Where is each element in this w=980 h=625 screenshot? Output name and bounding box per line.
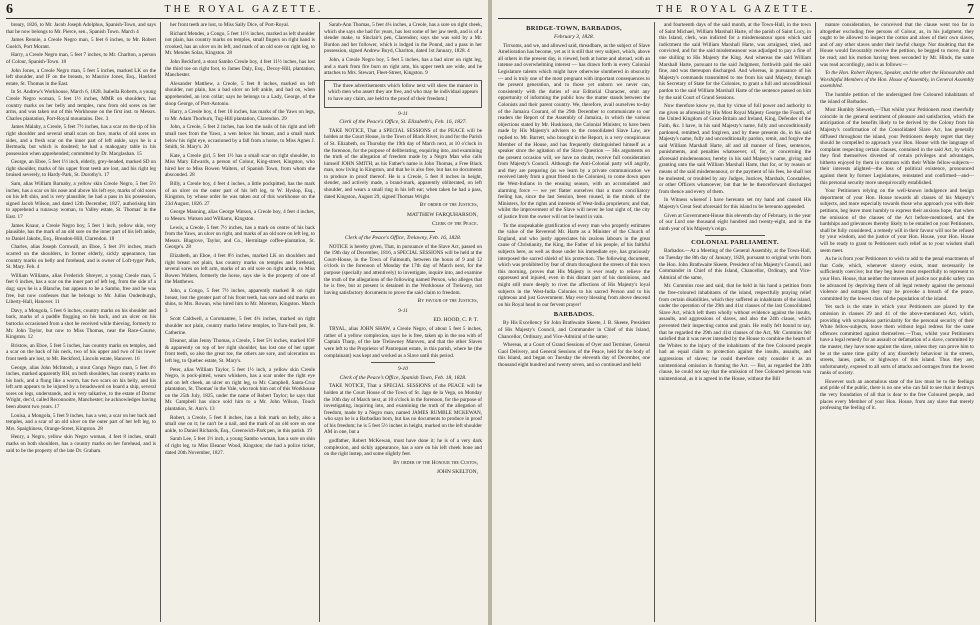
page-number: 6: [6, 2, 13, 17]
left-column-1: [6, 22, 156, 622]
paragraph: Barbados.—At a Meeting of the General Assembly, at the Town-Hall, on Tuesday the 8th day of January, 1828, pursuant to original writs from the Hon. John Brathwaite Skeete, President of his Majesty's Council, and Commander in Chief of this Island, Chancellor, Ordinary, and Vice-Admiral of the same,: [659, 248, 811, 281]
runaway-notice: James Malaby, a Creole, 5 feet 7½ inches, has a scar on the tip of his right shoulder and several small scars on face, marks of old sores on sides, and a fresh scar on the inner part of left ankle, says he is a Bermuda, but which is doubted; he had a mahogany table in his possession when apprehended; committed by Dr. Macglashan. 15: [6, 124, 156, 157]
paragraph: Tirrsoms, and we, and allowed said, threadbare, as the subject of Slave Amelioration has become, yet as it is still that very subject, which, above all others in the present day, is viewed, both at home and abroad, with an intense and overwhelming interest — has drawn forth in every Colonial Legislature talents which might have otherwise slumbered in obscurity — and is truly one of the most pregnant with important consequences to the present generation, and to those yet unborn we never can, consistently with the duties of our Editorial Character, omit any opportunity of informing the public how the matter stands between the Colonists and their parent country. We, therefore, avail ourselves to-day of the Jamaica Courant, of the 29th December to communicate to our readers the Report of the Assembly of Jamaica, in which the various objections stated by Mr. Huskisson, the Colonial Minister, to have been made by His Majesty's advisers to the consolidated Slave Law, are replied to. Mr. Barrett, who brought in the Report, is a very conspicuous Member of the House, and has frequently distinguished himself as a speaker since the agitation of the Slave Question — His arguments on the present occasion will, we have no doubt, receive full consideration from Majesty's Council. Although the Anti-Colonial party will angrily, and they are preparing (as we learn by a private communication we received lately from a great friend to the Colonies), to come down upon the West-Indians in the ensuing season, with an accumulated and alarming force — we yet flatter ourselves that a more conciliatory feeling has, since the last Session, been roused, in the minds of the Ministers, for the rights and interests of West-India proprietors; and that, whilst the improvement of the Slave will never be lost sight of, the city of justice from the owner will not be heard in vain.: [498, 42, 650, 221]
runaway-notice: Sam, alias William Barnaby, a yellow skin Creole Negro, 5 feet 5½ inches, has a scar on his nose and above his left eye, marks of old sores on his left shin, and is very plausible; he had a pass in his possession, signed Jacob Wilson, and dated 12th December, 1827, authorising him to apprehend a runaway woman, to Valley estate, St. Thomas' in the East. 17: [6, 181, 156, 221]
runaway-notice: Scott Caldwell, a Coromantee, 5 feet 4¼ inches, marked on right shoulder not plain, country marks below temples, to Turn-bull pen, St. Catherine.: [165, 316, 315, 336]
runaway-notice: George, an Eboe, 5 feet 1½ inch, elderly, grey-headed, marked SD on right shoulder, marks of his upper front teeth are lost, and his right leg bruised severely, to Hardy-Park, St. Dorothy's. 17: [6, 159, 156, 179]
paragraph: Most Humbly Sheweth,—That whilst your Petitioners most cheerfully coincide in the general sentiment of pleasure and satisfaction, which the anticipation of the benefits likely to be derived by the Colony from his Majesty's confirmation of the Consolidated Slave Act, has generally diffused throughout the island, your Petitioners deeply regret that they should be compelled to approach your Hon. House with the language of complaint respecting certain clauses, contained in the said Act, by which they find themselves divested of certain privileges and advantages, hitherto enjoyed by them in common with their White fellow-subjects—their interests alighted—the loss of political existence, pronounced against them by former Legislatures, reinstated and confirmed—and—this personal security more unequivocally established.: [820, 107, 974, 186]
runaway-notice: Robert, a Creole, 5 feet 8 inches, has a link mark on belly, also a small one on it; he can't be a nail, and the mark of an old sore on one ankle, to Daniel Richards, Esq., Greenwich-Park pen, in this parish. 19: [165, 414, 315, 434]
column-rule: [160, 22, 161, 622]
runaway-notice: John, a Creole Negro boy, 5 feet 5 inches, has a bad ulcer on right leg, and a mark from fire burn on right arm, his upper teeth are wide, and he attaches to Mrs. Stewart, Fleet-Street, Kingston. 9: [324, 56, 482, 77]
runaway-notice: breary, 1826, to Mr. Jacob Joseph Adolphus, Spanish-Town, and says that he now belongs to Mr. Pierce, sen., Spanish Town. March 4: [6, 22, 156, 35]
article-heading: BRIDGE-TOWN, BARBADOS,: [526, 25, 622, 32]
separator: [371, 231, 434, 232]
right-column-3: [820, 22, 974, 622]
running-head: THE ROYAL GAZETTE.: [656, 4, 816, 15]
runaway-notice: Louisa, a Mongola, 5 feet 9 inches, has a wen, a scar on her back and temples, and a scar of an old ulcer on the outer part of her left leg, to Mrs. Spaighiness, Orange-Street, Kingston. 28: [6, 412, 156, 432]
runaway-notice: Billy, a Creole boy, 4 feet 4 inches, a little pockpitted, has the mark of an ulcer on the outer part of his left leg, to W. Hyslop, Esq., Kingston, by whose order he was taken out of this workhouse on the 23d August, 1826. 27: [165, 181, 315, 207]
paragraph: In Witness whereof I have hereunto set my hand and caused His Majesty's Great Seal aforesaid for this island to be hereunto appended.: [659, 197, 811, 211]
runaway-notice: John Jones, a Creole Negro man, 5 feet 5 inches, marked LK on the left shoulder, and IF on the breasts, to Maurice Jones, Esq., Hanford estate, St. Thomas in the East.: [6, 67, 156, 87]
runaway-notice: John Beckford, a stout Sambo Creole boy, 4 feet 11½ inches, has lost the third toe on right foot, to James Daly, Esq., Decoy-Hill, plantation, Manchester.: [165, 58, 315, 79]
paragraph: As he is from your Petitioners to wish to add to the penal enactments of that Code, which, whenever slavery exists, must necessarily be sufficiently coercive; but they beg leave most respectfully to represent to your Hon. House, that neither the interests of justice nor public safety can be advanced by depriving them of all legal remedy against the personal violence and outrages they may be provoke a breach of the peace, committed by the lowest class of the population of the island.: [820, 256, 974, 302]
separator: [371, 362, 434, 363]
runaway-notice: Richard Mendes, a Congo, 5 feet 11½ inches, marked as left shoulder not plain, has country marks on temples, small fingers on right hand is crooked, has an ulcer on its left, and mark of an old sore on right leg, to Mr. Mendes Solas, Kingston. 28: [165, 30, 315, 57]
runaway-notice: Alexander Matthew, a Creole, 5 feet 8 inches, marked on left shoulder, not plain, has a bad ulcer on left ankle, and had on, when apprehended, an iron collar; says he belongs to a Lady, George, of the sloop George, of Port-Antonio.: [165, 80, 315, 107]
dateline: February 3, 1828.: [553, 34, 595, 40]
runaway-notice: Eleanor, alias Jenny Thomas, a Creole, 5 feet 5½ inches, marked IOF & apparently on top of her right shoulder, has lost one of her upper front teeth, so also the great toe, the others are sore, and ulceration on left leg, to Quebec estate, St. Mary's.: [165, 338, 315, 364]
column-rule: [654, 22, 655, 622]
runaway-notice: George Manning, alias George Watson, a Creole boy, 4 feet 4 inches, to Messrs. Watson and Williams, Kingston.: [165, 209, 315, 223]
notice-st-elizabeth: 9-11 Clerk of the Peace's Office, St. Elizabeth's, Feb. 16, 1827. TAKE NOTICE, That a SPECIAL SESSIONS of the PEACE will be holden at the Court House, in the Town of Black River, in and for the Parish of St. Elizabeth, on Thursday the 19th day of March next, at 10 o'clock in the forenoon, for the purpose of deliberating, enquiring into, and examining the truth of the allegation of freedom made by a Negro Man who calls himself JOHN SMITH, as his Father's name is John Thomas, a Free Black man, now living in Kingston, and that he is also free, but has no documents to produce in proof thereof. He is a Creole, 5 feet 8 inches in height, slender, and actively made, a brand-mark, apparently obliterated, on left shoulder, and wears a small ring in his left ear; when taken he had a pass, dated Kingston, August 29, signed Thomas Wright. By order of the Justices, MATTHEW FARQUHARSON, Clerk of the Peace.: [324, 110, 482, 228]
runaway-notice: In St. Andrew's Workhouse, March 6, 1828. Isabella Roberts, a young Creole Negro woman, 5 feet 1½ inches, MMR on shoulders, has country marks on her belly and temples, runs from old sores on her arms, and was taken out of this Workhouse on the first inst. to Messrs. Charles plantation, Port-Royal mountains. Dec. 3: [6, 89, 156, 122]
paragraph: Now therefore know ye, that by virtue of full power and authority to me given as aforesaid by His Most Royal Majesty George the Fourth, of the United Kingdom of Great-Britain and Ireland, King, Defender of the Faith, &c. I have, in his said Majesty's name, fully and unconditionally pardoned, remitted, and forgiven, and by these presents do, in his said Majesty's name, fully and unconditionally pardon, remit, and forgive the said William Marshall Harte, all and all manner of fines, sentences, punishments, and penalties whatsoever, of, for, or concerning the aforesaid misdemeanour, hereby in his said Majesty's name, giving and granting unto the said William Marshall Harte, that for, or by reason or means of the said misdemeanour, or the payment of his fees, he shall not be molested, or troubled by any Judges, Justices, Marshals, Constables, or other Officers whatsoever, but that he be thenceforward discharged from thence and every of them.: [659, 103, 811, 195]
left-column-2: [165, 22, 315, 622]
runaway-notice: Bristow, an Eboe, 5 feet 5 inches, has country marks on temples, and a scar on the back of his neck, two of his upper and two of his lower front teeth are lost, to Mr. Beckford, Lincoln estate, Hanover. 16: [6, 342, 156, 362]
runaway-notice: George, alias John McIntosh, a stout Congo Negro man, 5 feet 4½ inches, marked apparently RH, on both shoulders, has country marks on his back, and a flung like a worm, has two scars on his belly, and his left arm appears to be injured by a broadsword on board a ship, several sores on legs, understands, and is very talkative, to the estate of Doctor Wright, dec'd, called Reconnoitre, Manchester; he acknowledges having been absent two years. 17: [6, 364, 156, 411]
runaway-notice: James Rennie, a Creole Negro man, 5 feet 6 inches, to Mr. Robert Guelch, Port Morant.: [6, 37, 156, 50]
runaway-notice: Davy, a Mongola, 5 feet 6 inches, country marks on his shoulder and back, marks of a paddle flogging on his back, and an ulcer on his buttocks occasioned from a shot he received while thieving, formerly to Mr. John Taylor, but now to Miss Thomas, near the Race-Course, Kingston. 12: [6, 307, 156, 341]
editorial-note: The three advertisements which follow next will shew the manner in which men who assert they are free, and who may be individual appears to have any claim, are held to the proof of their freedom.]: [324, 80, 482, 108]
runaway-notice: Sarah-Ann Thomas, 5 feet 4¼ inches, a Creole, has a sore on right cheek, which she says she had for years, has lost some of her jaw teeth, and is of a slender make, to Sinclair's pen, Clarendon; says she was sold by a Mr. Burdon and her follower, which is lodged in the Pound, and a pass in her possession, signed Andrew Boyd, Chariton, dated 1st January, 1828. 4: [324, 22, 482, 55]
runaway-notice: Kate, a Creole girl, 5 feet 1½ has a small scar on right shoulder, to Miss Mary Edwards, a person of Colour, King-street, Kingston, who hired her to Miss Bowen Walters, of Spanish Town, from whom she absconded. 28: [165, 152, 315, 179]
column-rule: [319, 22, 320, 622]
right-page: [492, 0, 980, 625]
page-number: 7: [967, 2, 974, 17]
runaway-notice: Charles, alias Joseph Cornwall, an Eboe, 5 feet 3½ inches, much scarred on the shoulders, in former elderly, sickly appearance, has country marks on belly and forehead, and is owner of Loft-tyger Park, St. Mary. Feb. 4: [6, 244, 156, 271]
paragraph: Your Petitioners relying on the well-known indulgence and benign deportment of your Hon. House towards all classes of his Majesty's subjects, and more especially towards those who approach you with their petitions, beg leave most humbly to express their anxious hope, that when the omission of the clauses of the Act before-mentioned, and the hardships and grievances thereby likely to be entailed on your Petitioners, shall be fully considered, a remedy will in their favour will not be refused by your wisdom, and the justice of your Hon. House, your Hon. House will be ready to grant to Petitioners such relief as to your wisdom shall seem meet.: [820, 188, 974, 254]
paragraph: and fourteenth days of the said month, at the Town-Hall, in the town of Saint Michael, William Marshall Harte, of the parish of Saint Lucy, in this Island, clerk, was indicted for a misdemeanour upon which said indictment the said William Marshall Harte, was arraigned, tried, and convicted, and for the said misdemeanour was adjudged to pay a fine of one shilling to His Majesty the King. And whereas the said William Marshall Harte, pursuant to the said Judgment, forthwith paid the said fine, and was thereupon discharged. And whereas, in pursuance of his Majesty's commands transmitted to me from his said Majesty, through his Secretary of State for the Colonies, to grant a full and unconditional pardon to the said William Marshall Harte of the sentence passed on him by the said Court of Grand Sessions.: [659, 22, 811, 101]
runaway-notice: Peter, alias William Taylor, 5 feet 1½ inch, a yellow skin Creole Negro, is pock-pitted, wears whiskers, has a scar under the right eye and on left cheek, an ulcer on right leg, to Mr. Campbell, Santa-Cruz plantation, St. Thomas' in the Vale, who took him out of this Workhouse on the 25th July, 1825, under the name of Robert Taylor; he says that Mr. Campbell has since sold him to a Mr. John Wilson, Touch plantation, St. Ann's. 13: [165, 366, 315, 413]
runaway-notice: Elizabeth, an Eboe, 4 feet 8½ inches, marked LK on shoulders and right breast not plain, has country marks on temples and forehead, several sores on left arm, marks of an old sore on right ankle, to Miss Bowen Walters, formerly the horse, says she is the property of one of the Matthews.: [165, 253, 315, 286]
runaway-notice: James Knaur, a Creole Negro boy, 5 feet 1 inch, yellow skin, very plausible, has the mark of an old sore on the inner part of his left ankle, to Daniel Jakobs, Esq., Breadon-Hill, Clarendon. 18: [6, 222, 156, 242]
paragraph: Yet such is the state in which your Petitioners are placed by the omission in clauses 29 and 41 of the above-mentioned Act, which, providing with scrupulous particularity for the personal security of their White fellow-subjects, leave them without legal redress for the same offences committed against themselves.—Thus, whilst your Petitioners have a legal remedy for an assault or defamation of a slave, committed by the master, they have none against the slave, unless they can prove him to be at the same time guilty of any disorderly behaviour in the streets, streets, lanes, paths, or highways of this island. Thus they are, unfortunately, exposed to all sorts of attacks and outrages from the lowest ranks of society.: [820, 304, 974, 377]
runaway-notice: John, a Creole, 5 feet 2 inches, has lost the nails of his right and left small toes from the Yaws, a wen below his breast, and a small mark below his right eye, occasioned by a fall from a horse, to Miss Agnes J. Smith, St. Mary's. 20: [165, 124, 315, 151]
left-column-3: [324, 22, 482, 622]
runaway-notice: William Williams, alias Frederick Shreyer, a young Creole man, 5 feet 6 inches, has a scar on the inner part of left leg, from the side of a dog; says he is a Blanche, but appears to be a Sambo, free and he was free, but now confesses that he belongs to Mr. Julius Oudenburgh, Liberty-Hall, Hanover. 11: [6, 272, 156, 306]
article-heading: COLONIAL PARLIAMENT.: [691, 239, 779, 247]
separator: [705, 235, 766, 236]
runaway-notice: Lewis, a Creole, 5 feet 7½ inches, has a mark on centre of his back from the Yaws, an ulcer on right, and marks of an old sore on left leg, to Messrs. Blagrove, Taylor, and Co., Hermitage coffee-plantation, St. George's. 28: [165, 224, 315, 251]
paragraph: However such an anomalous state of the law must be to the feelings and pride of the public, there is no one who can fail to see that it destroys the very foundation of all that is dear to the free Coloured people, and places every Member of your Hon. House, from any slave that merely professing the feeling of it.: [820, 378, 974, 412]
notice-spanish-town: 9-10 Clerk of the Peace's Office, Spanish Town, Feb. 18, 1828. TAKE NOTICE, That a SPECIAL SESSIONS of the PEACE will be holden at the Court House of the Town of St. Jago de la Vega, on Monday the 10th day of March next, at 10 o'clock in the forenoon, for the purpose of investigating, inquiring into, and examining the truth of the allegation of freedom, made by a Negro man, named JAMES RUMBLE MCKEWAN, who says he is a Barbadian born, but has no documents to produce in proof of his freedom; he is 5 feet 5½ inches in height, marked on the left shoulder AM in one, but a godfather, Robert McKewan, must have done it; he is of a very dark complexion, and sickly appearance, has a sore on his left cheek bone and on the right instep, and some slightly feet. By order of the Honour the Custos, JOHN SKELTON,: [324, 366, 482, 476]
petition-humble: The humble petition of the undersigned free Coloured inhabitants of the island of Barbados.: [820, 91, 974, 105]
right-column-2: [659, 22, 811, 622]
right-column-1: [498, 22, 650, 622]
left-page: [0, 0, 488, 625]
running-head: THE ROYAL GAZETTE.: [164, 4, 324, 15]
place-heading: BARBADOS.: [553, 311, 595, 319]
petition-address: To the Hon. Robert Haynes, Speaker, and the other the Honourable and Worshipful Members of the Hon. House of Assembly, in General Assembly assembled.: [820, 70, 974, 90]
proclamation-header: By His Excellency Sir John Brathwaite Skeete, J. B. Skeete, President of His Majesty's Council, and Commander in Chief of this Island, Chancellor, Ordinary, and Vice-Admiral of the same;: [498, 320, 650, 340]
runaway-notice: her front teeth are lost, to Miss Sally Dice, of Port-Royal.: [170, 22, 290, 28]
runaway-notice: Sarah Lee, 5 feet 1½ inch, a young Sambo woman, has a sore on shin of right leg, to Miss Eleanor Wood, Kingston; she had a police ticket, dated 20th November, 1827.: [165, 436, 315, 456]
runaway-notice: Harry, a Creole boy, 4 feet 10 inches, has marks of the Yaws on legs, to Mr. Adam Thorburn, Tug-Hill plantation, Clarendon. 29: [165, 109, 315, 122]
paragraph: Whereas, at a Court of Grand Sessions of Oyer and Terminer, General Gaol Delivery, and General Sessions of the Peace, held for the body of this Island, and began on Tuesday the eleventh day of December, one thousand eight hundred and twenty seven, and so continued and held: [498, 342, 650, 368]
paragraph: To the unspeakable gratification of every man who properly estimates the value of the Reverend Mr. Harte as a Minister of the Church of England, and who justly appreciates his zealous labours in the great cause of Christianity, the King, the Father of his people, of his faithful subjects here, as well as those under his immediate eye, has graciously interposed the sacred shield of his protection. The following document, which was prohibited by fear of drum throughout the streets of this town this morning, proves that His Majesty is ever ready to relieve the oppressed and injured, even in this distant part of his dominions, and might still more deeply to rivet the affections of His Majesty's loyal subjects in the West-India Colonies to his sacred Person and to his righteous and just Government. May every blessing from above descend on his Royal head in our fervent prayer!: [498, 222, 650, 308]
runaway-notice: John, a Congo, 5 feet 7½ inches, apparently marked R on right breast, lost the greater part of his front teeth, has sore and old marks on shins, to Mrs. Rowan, who hired him to Mr. Moreton, Kingston. March 3: [165, 287, 315, 314]
left-page-header: [6, 4, 482, 19]
notice-trelawny: Clerk of the Peace's Office, Trelawny, Feb. 16, 1828. NOTICE is hereby given, That, in pursuance of the Slave Act, passed on the 19th day of December, 1816, a SPECIAL SESSIONS will be held at the Court-House, in the Town of Falmouth, between the hours of 9 and 12 o'clock in the forenoon of Monday the 17th day of March next, for the purpose (specially and attentively) to investigate, inquire into, and examine the truth of the allegations of the following named Person, who alleges that he is free, but at present is detained in the Workhouse of Trelawny, not having satisfactory documents to prove the said claim to freedom. By favour of the Justices, 9-11 ED. HOOD, C. P. T. TRYAL, alias JOHN SHAW, a Creole Negro, of about 5 feet 5 inches, rather of a yellow complexion, says he is free, taken up in the sea with of Captain Tharp, of the late Trelawney Marsveu, and that the other Slaves were left to the Proprietor of Pantrepant estate, in this parish, where he (the complainant) was kept and worked as a Slave until this period.: [324, 235, 482, 359]
runaway-notice: Harry, a Creole Negro man, 5 feet 7 inches, to Mr. Charlton, a person of Colour, Spanish-Town. 18: [6, 52, 156, 65]
column-rule: [815, 22, 816, 622]
runaway-notice: Henry, a Negro, yellow skin Negro woman, 4 feet 8 inches, small marks on both shoulders, has a country marks on her forehead, and is said to be the property of the late Dr. Graham.: [6, 434, 156, 454]
paragraph: Mr. Cummins rose and said, that he held in his hand a petition from the free-coloured inhabitants of the island, respectfully praying relief from certain disabilities, which they suffered as inhabitants of the island, under the operation of the 29th and 41st clauses of the last Consolidated Slave Act, which left them wholly without evidence against the insults, assaults, and aggressions of slaves, and also the 24th clause, which prevented their inspecting cotton and grain. He really felt bound to say, that he regarded the 29th and 41st clauses of the Act, Mr. Cummins felt satisfied that it was never intended by the House to combine the hearts of the Whites to the injury of the inhabitants of the free Coloured people had an equal claim to protection against the insults, assaults, and aggressions of slaves; he could therefore only consider it as an unintentional omission in framing the Act. — But, as regarded the 24th clause, he could not say that the omission of free Coloured persons was unintentional, as it is agreed in the House, without the Bill: [659, 283, 811, 382]
right-page-header: [498, 4, 974, 19]
paragraph: mature consideration, he conceived that the clause went too far in altogether excluding free persons of Colour, as, in his judgment, they ought to be allowed to inspect the cotton and aloes of their own slaves, and of any other slaves under their lawful charge. Nor doubting that the House would favourably receive the petition, he begged to move, that it be read; and his motion having been seconded by Mr. Hinds, the same was read accordingly, and is as follows:—: [820, 22, 974, 68]
paragraph: Given at Government-House this eleventh day of February, in the year of our Lord one thousand eight hundred and twenty-eight, and in the ninth year of his Majesty's reign.: [659, 212, 811, 232]
